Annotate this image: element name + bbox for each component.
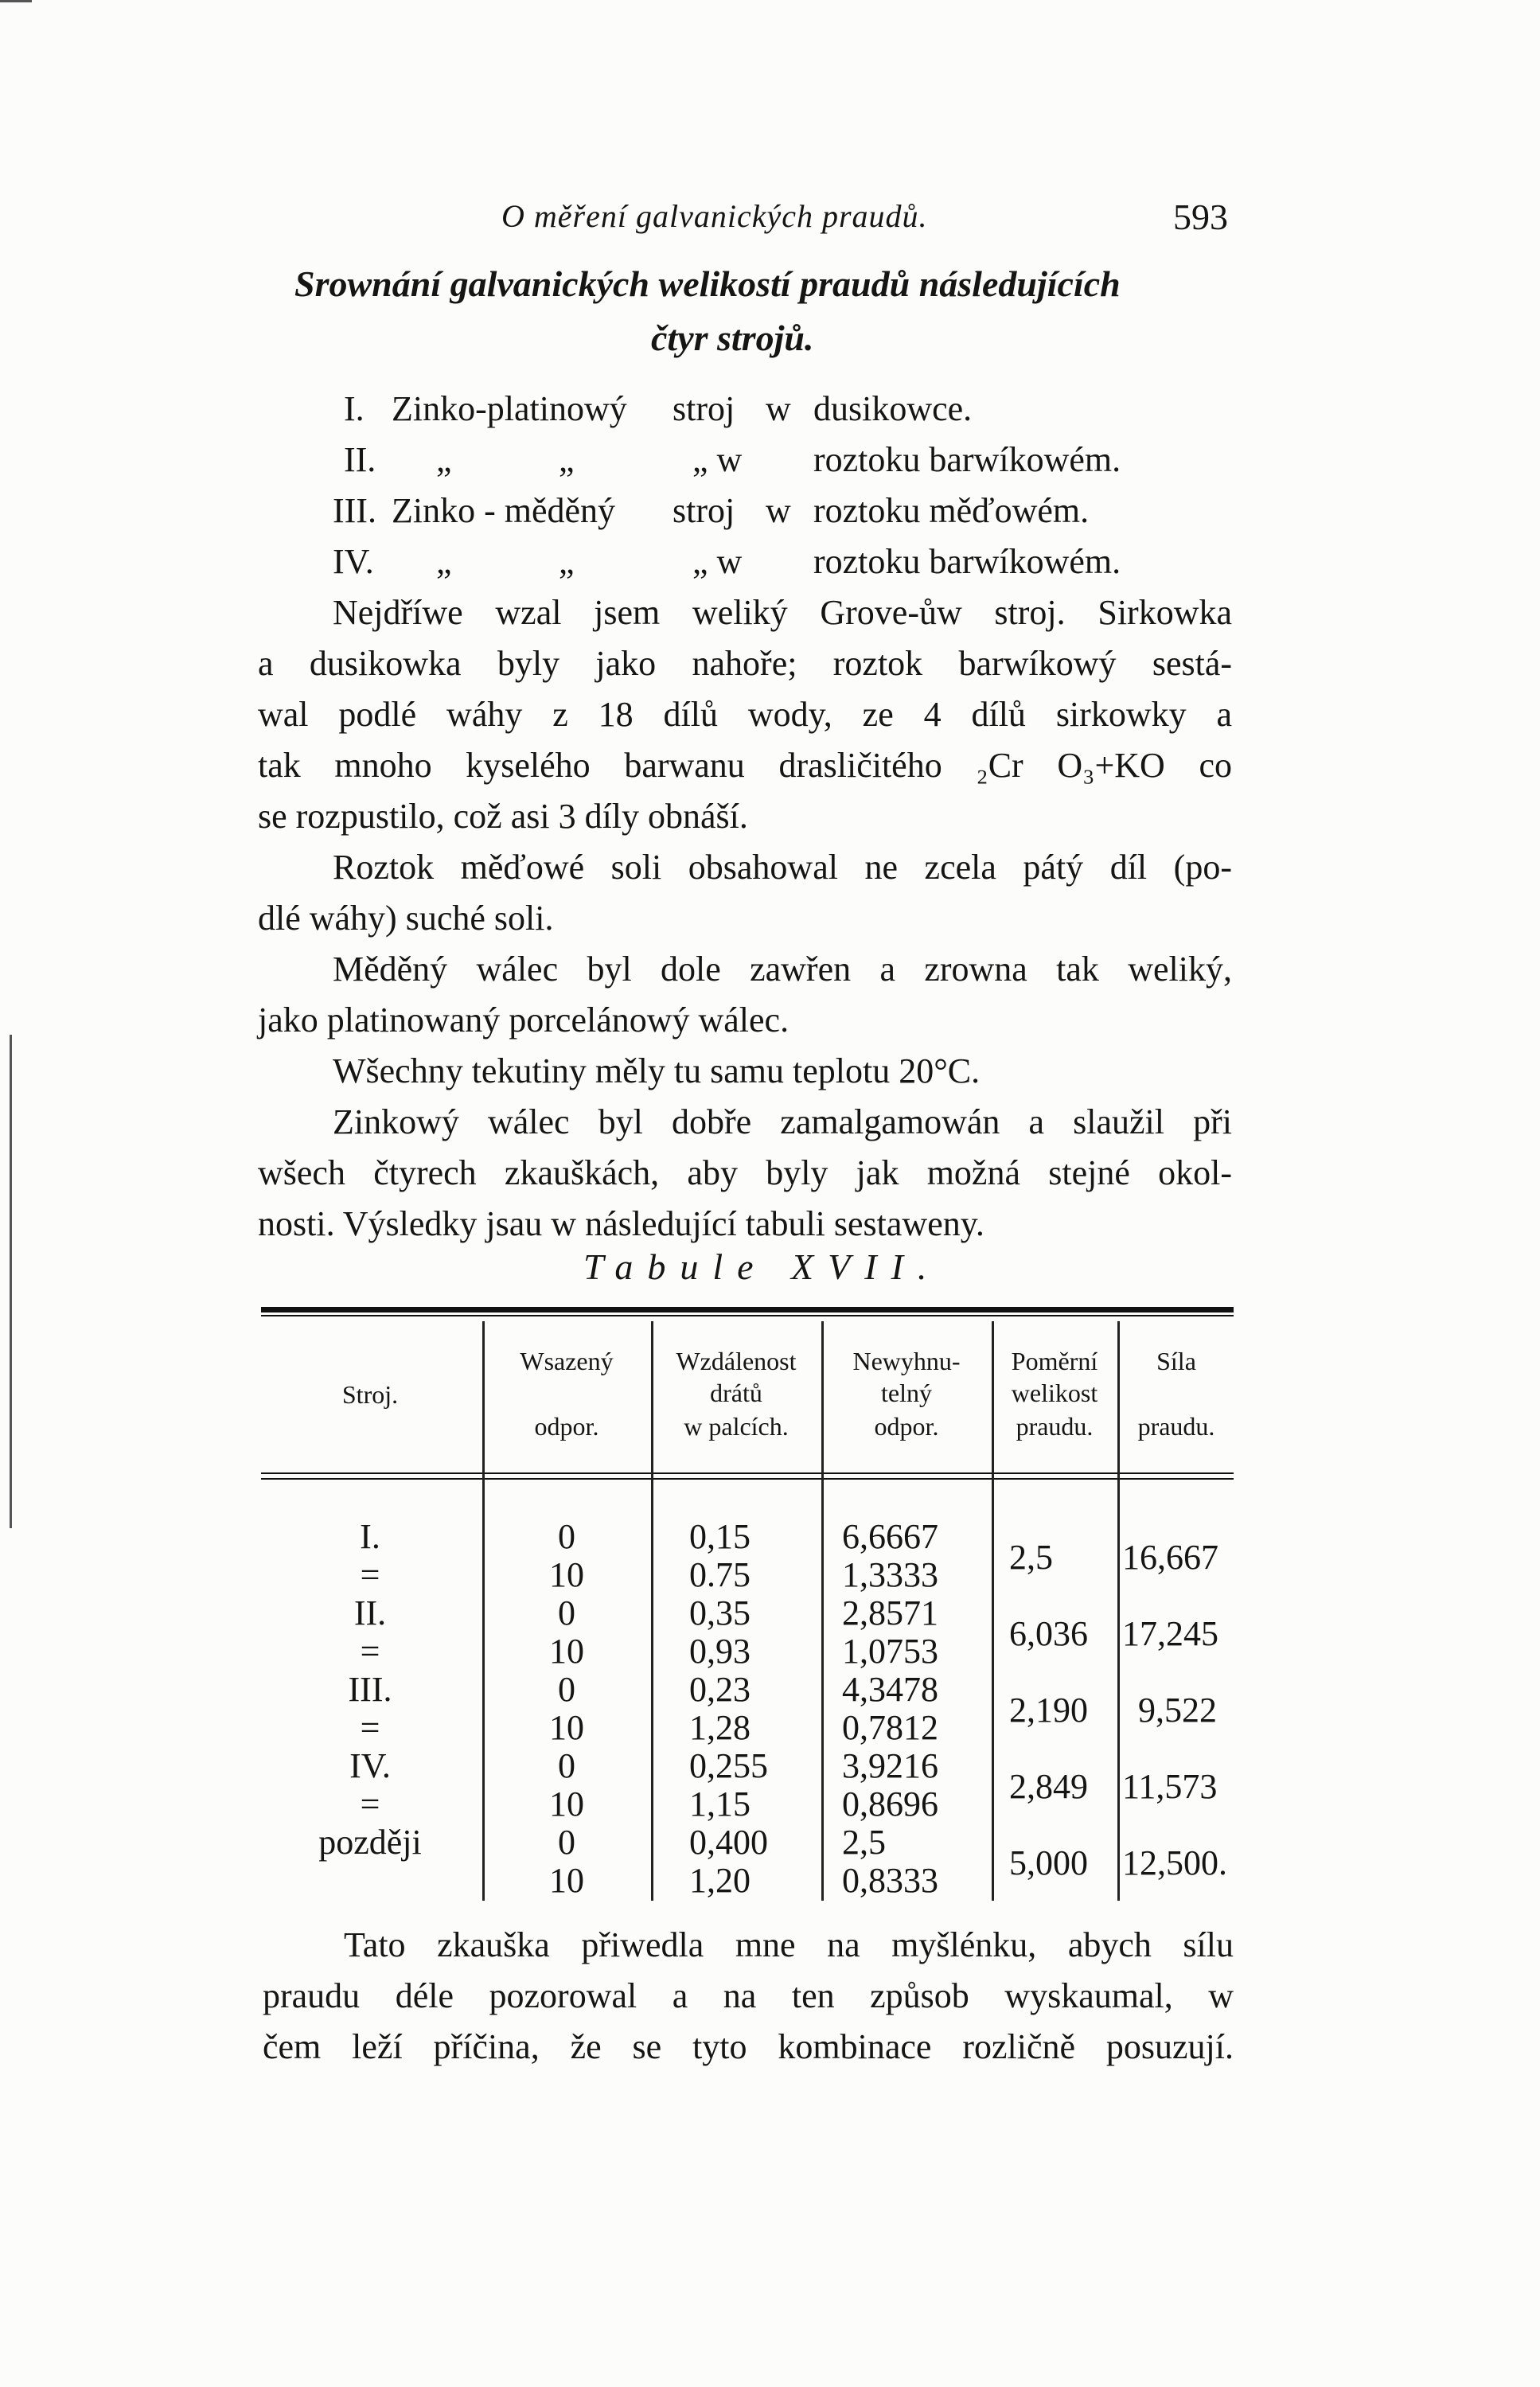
cell-odpor: 0 — [558, 1593, 575, 1632]
paragraph-3-line: Měděný wálec byl dole zawřen a zrowna tak weliký, — [333, 950, 1232, 989]
setup-col-c: w — [766, 389, 791, 428]
cell-odpor: 0 — [558, 1517, 575, 1556]
cell-wzdalenost: 1,20 — [689, 1861, 751, 1900]
header-wzdalenost-2: drátů — [710, 1379, 762, 1407]
cell-wzdalenost: 0,93 — [689, 1632, 751, 1671]
cell-pomerni: 6,036 — [1009, 1614, 1088, 1653]
cell-odpor: 0 — [558, 1670, 575, 1709]
paragraph-1-line: wal podlé wáhy z 18 dílů wody, ze 4 dílů sirkowky a — [258, 695, 1232, 734]
header-pomerni-1: Poměrní — [1011, 1347, 1098, 1375]
header-newyhnutelny-1: Newyhnu- — [852, 1347, 961, 1375]
setup-col-c: w — [766, 491, 791, 530]
cell-wzdalenost: 0,400 — [689, 1823, 768, 1862]
cell-newyhnutelny: 2,5 — [842, 1823, 886, 1862]
cell-odpor: 10 — [549, 1784, 584, 1823]
header-newyhnutelny-2: telný — [881, 1379, 932, 1407]
cell-wzdalenost: 0,15 — [689, 1517, 751, 1556]
header-stroj: Stroj. — [341, 1380, 399, 1409]
cell-odpor: 10 — [549, 1555, 584, 1594]
cell-odpor: 0 — [558, 1746, 575, 1785]
cell-odpor: 10 — [549, 1708, 584, 1747]
paragraph-6-line: Tato zkauška přiwedla mne na myšlénku, abych sílu — [344, 1925, 1234, 1964]
cell-pomerni: 2,5 — [1009, 1538, 1053, 1577]
section-heading-line-1: Srownání galvanických welikostí praudů následujících — [294, 263, 1121, 304]
cell-odpor: 0 — [558, 1823, 575, 1862]
table-header-rule-thin — [261, 1478, 1234, 1480]
page-number: 593 — [1173, 197, 1228, 237]
setup-number: II. — [344, 440, 376, 479]
paragraph-2-line: Roztok měďowé soli obsahowal ne zcela pátý díl (po- — [333, 848, 1232, 887]
header-wzdalenost-1: Wzdálenost — [676, 1347, 797, 1375]
setup-col-c: „ w — [692, 542, 743, 581]
cell-newyhnutelny: 0,7812 — [842, 1708, 938, 1747]
setup-col-a: Zinko - měděný — [392, 491, 616, 530]
setup-col-b: „ — [559, 542, 575, 581]
cell-wzdalenost: 0.75 — [689, 1555, 751, 1594]
cell-odpor: 10 — [549, 1861, 584, 1900]
cell-newyhnutelny: 2,8571 — [842, 1593, 938, 1632]
header-pomerni-2: welikost — [1011, 1379, 1098, 1407]
paragraph-1-line: Nejdříwe wzal jsem weliký Grove-ůw stroj. Sirkowka — [333, 593, 1232, 632]
running-head: O měření galvanických praudů. — [501, 198, 928, 234]
cell-stroj: = — [360, 1632, 380, 1671]
setup-item-3 — [0, 490, 1540, 538]
table-column-divider — [1117, 1321, 1120, 1901]
setup-item-2 — [0, 439, 1540, 487]
setup-col-a: „ — [436, 542, 452, 581]
header-pomerni-3: praudu. — [1016, 1412, 1094, 1441]
cell-newyhnutelny: 1,0753 — [842, 1632, 938, 1671]
setup-item-4 — [0, 541, 1540, 589]
table-top-rule — [261, 1307, 1234, 1312]
cell-stroj: II. — [353, 1593, 387, 1632]
header-sila-1: Síla — [1156, 1347, 1196, 1375]
table-top-rule-thin — [261, 1315, 1234, 1316]
cell-sila: 16,667 — [1122, 1538, 1218, 1577]
cell-stroj: IV. — [349, 1746, 391, 1785]
setup-col-d: roztoku měďowém. — [813, 491, 1090, 530]
header-newyhnutelny-3: odpor. — [874, 1412, 939, 1441]
setup-item-1 — [0, 388, 1540, 436]
cell-odpor: 10 — [549, 1632, 584, 1671]
setup-col-b: „ — [559, 440, 575, 479]
cell-newyhnutelny: 3,9216 — [842, 1746, 938, 1785]
paragraph-5-line: Zinkowý wálec byl dobře zamalgamowán a slaužil při — [333, 1102, 1232, 1141]
setup-col-b: stroj — [673, 491, 735, 530]
setup-col-d: roztoku barwíkowém. — [813, 542, 1121, 581]
cell-stroj: později — [318, 1823, 422, 1862]
cell-sila: 11,573 — [1122, 1767, 1218, 1806]
table-caption: Tabule XVII. — [583, 1246, 942, 1287]
paragraph-1-line: se rozpustilo, což asi 3 díly obnáší. — [258, 797, 748, 836]
cell-wzdalenost: 1,15 — [689, 1784, 751, 1823]
cell-pomerni: 2,190 — [1009, 1691, 1088, 1730]
setup-col-b: stroj — [673, 389, 735, 428]
setup-number: IV. — [333, 542, 374, 581]
cell-newyhnutelny: 6,6667 — [842, 1517, 938, 1556]
cell-wzdalenost: 0,23 — [689, 1670, 751, 1709]
header-odpor-1: Wsazený — [520, 1347, 614, 1375]
cell-newyhnutelny: 0,8333 — [842, 1861, 938, 1900]
table-header-rule — [261, 1472, 1234, 1474]
paragraph-5-line: nosti. Výsledky jsau w následující tabuli sestaweny. — [258, 1204, 984, 1243]
cell-newyhnutelny: 1,3333 — [842, 1555, 938, 1594]
cell-newyhnutelny: 0,8696 — [842, 1784, 938, 1823]
setup-col-a: Zinko-platinowý — [392, 389, 627, 428]
page-corner-mark — [0, 0, 32, 2]
cell-stroj: III. — [348, 1670, 392, 1709]
setup-col-c: „ w — [692, 440, 743, 479]
paragraph-1-line: a dusikowka byly jako nahoře; roztok barwíkowý sestá- — [258, 644, 1232, 683]
page-edge-mark — [10, 1035, 12, 1528]
cell-wzdalenost: 0,35 — [689, 1593, 751, 1632]
header-odpor-2: odpor. — [534, 1412, 599, 1441]
cell-wzdalenost: 0,255 — [689, 1746, 768, 1785]
setup-col-d: roztoku barwíkowém. — [813, 440, 1121, 479]
cell-stroj: = — [360, 1555, 380, 1594]
paragraph-6-line: praudu déle pozorowal a na ten způsob wyskaumal, w — [263, 1976, 1234, 2015]
cell-pomerni: 5,000 — [1009, 1843, 1088, 1882]
section-heading-line-2: čtyr strojů. — [651, 318, 814, 358]
paragraph-3-line: jako platinowaný porcelánowý wálec. — [258, 1000, 789, 1039]
cell-pomerni: 2,849 — [1009, 1767, 1088, 1806]
paragraph-2-line: dlé wáhy) suché soli. — [258, 899, 554, 938]
paragraph-5-line: wšech čtyrech zkauškách, aby byly jak možná stejné okol- — [258, 1153, 1232, 1192]
setup-number: III. — [333, 491, 376, 530]
cell-stroj: = — [360, 1784, 380, 1823]
paragraph-1-line: tak mnoho kyselého barwanu drasličitého ₂Cr O₃+KO co — [258, 746, 1232, 785]
header-wzdalenost-3: w palcích. — [684, 1412, 789, 1441]
paragraph-6-line: čem leží příčina, že se tyto kombinace rozličně posuzují. — [263, 2027, 1234, 2066]
setup-number: I. — [344, 389, 365, 428]
cell-sila: 9,522 — [1138, 1691, 1217, 1730]
setup-col-a: „ — [436, 440, 452, 479]
cell-newyhnutelny: 4,3478 — [842, 1670, 938, 1709]
cell-wzdalenost: 1,28 — [689, 1708, 751, 1747]
paragraph-4-line: Wšechny tekutiny měly tu samu teplotu 20°C. — [333, 1051, 981, 1090]
cell-sila: 12,500. — [1122, 1843, 1227, 1882]
cell-stroj: = — [360, 1708, 380, 1747]
setup-col-d: dusikowce. — [813, 389, 973, 428]
header-sila-2: praudu. — [1137, 1412, 1215, 1441]
cell-stroj: I. — [360, 1517, 380, 1556]
cell-sila: 17,245 — [1122, 1614, 1218, 1653]
